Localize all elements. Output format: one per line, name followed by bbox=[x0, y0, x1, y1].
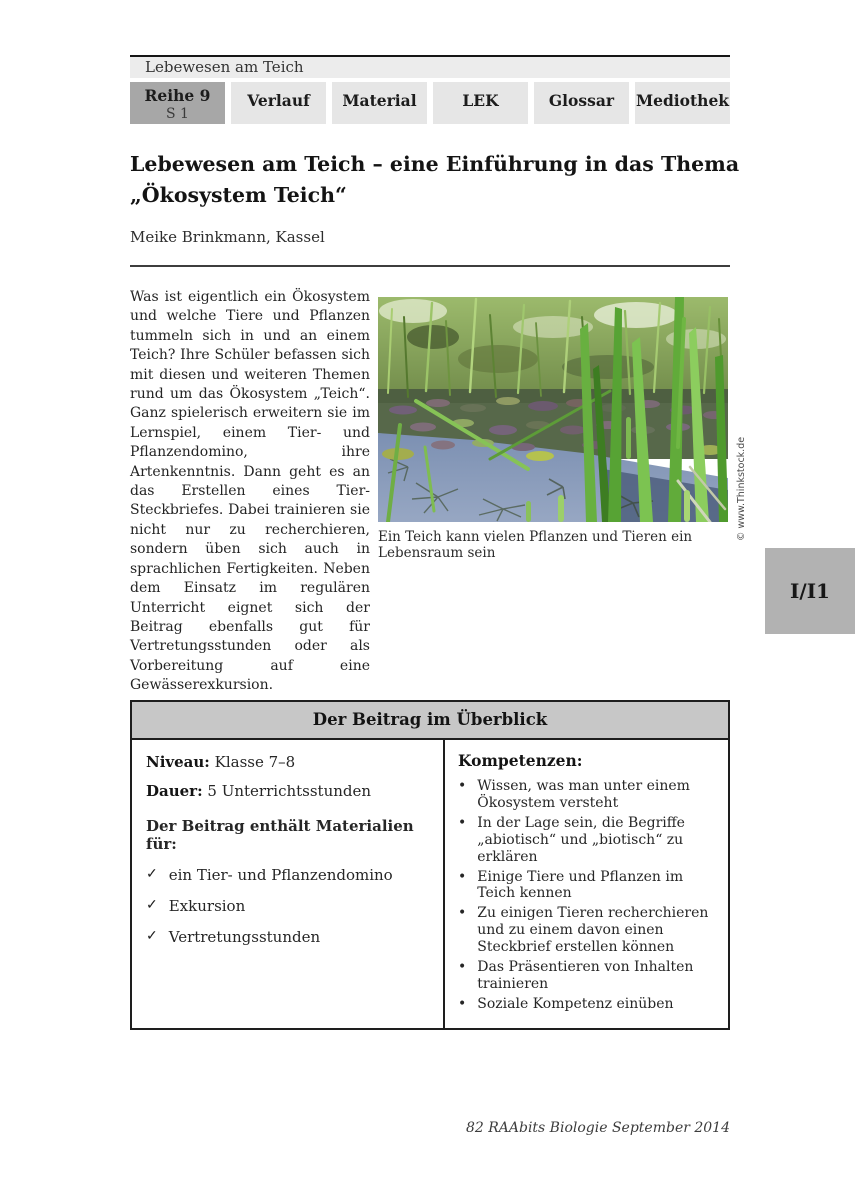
pond-photo bbox=[378, 297, 728, 522]
band-title: Lebewesen am Teich bbox=[145, 58, 304, 76]
material-item bbox=[146, 866, 427, 884]
kompetenz-item-label: Einige Tiere und Pflanzen im Teich kennen bbox=[477, 868, 684, 902]
kompetenz-item-label: Zu einigen Tieren recherchieren und zu einem davon einen Steckbrief erstellen können bbox=[477, 905, 709, 956]
pond-photo-illustration bbox=[378, 297, 728, 522]
checkmark-icon: ✓ bbox=[146, 897, 158, 913]
dauer-line bbox=[146, 782, 427, 800]
bullet-icon: • bbox=[458, 905, 467, 922]
niveau-label: Niveau: bbox=[146, 753, 210, 771]
kompetenz-item bbox=[458, 869, 720, 903]
title-divider bbox=[130, 265, 730, 267]
page-header-band bbox=[130, 55, 730, 78]
kompetenz-item bbox=[458, 778, 720, 812]
kompetenzen-heading: Kompetenzen: bbox=[458, 751, 583, 770]
bullet-icon: • bbox=[458, 778, 467, 794]
dauer-label: Dauer: bbox=[146, 782, 203, 800]
kompetenz-item bbox=[458, 959, 720, 993]
tab-sublabel: S 1 bbox=[166, 106, 189, 122]
tab-reihe-9[interactable] bbox=[130, 82, 225, 124]
overview-box-body bbox=[132, 740, 728, 1028]
tab-glossar[interactable] bbox=[534, 82, 629, 124]
dauer-value: 5 Unterrichtsstunden bbox=[207, 782, 372, 800]
kompetenz-item bbox=[458, 815, 720, 866]
kompetenz-item-label: Soziale Kompetenz einüben bbox=[477, 995, 674, 1012]
material-item bbox=[146, 928, 427, 946]
intro-paragraph: Was ist eigentlich ein Ökosystem und welche Tiere und Pflanzen tummeln sich in und an einem Teich? Ihre Schüler befassen sich mit diesen und weiteren Themen rund um das Ökosystem „Teich“. Ganz spielerisch erweitern sie im Lernspiel, einem Tier- und Pflanzendomino, ihre Artenkenntnis. Dann geht es an das Erstellen eines Tier-Steckbriefes. Dabei trainieren sie nicht nur zu recherchieren, sondern üben sich auch in sprachlichen Fertigkeiten. Neben dem Einsatz im regulären Unterricht eignet sich der Beitrag ebenfalls gut für Vertretungsstunden oder als Vorbereitung auf eine Gewässerexkursion. bbox=[130, 289, 370, 694]
tab-label: Verlauf bbox=[247, 91, 310, 110]
materials-heading: Der Beitrag enthält Materialien für: bbox=[146, 817, 414, 853]
tab-label: Reihe 9 bbox=[144, 86, 211, 105]
section-marker: I/I1 bbox=[765, 548, 855, 634]
material-item-label: ein Tier- und Pflanzendomino bbox=[168, 866, 393, 884]
kompetenz-item-label: Wissen, was man unter einem Ökosystem versteht bbox=[477, 778, 690, 811]
material-item-label: Exkursion bbox=[168, 897, 246, 915]
tab-label: Mediothek bbox=[635, 91, 730, 110]
bullet-icon: • bbox=[458, 995, 467, 1012]
checkmark-icon: ✓ bbox=[146, 928, 158, 944]
tab-label: Material bbox=[342, 91, 417, 110]
overview-box bbox=[130, 700, 730, 1030]
photo-credit: © www.Thinkstock.de bbox=[736, 436, 747, 541]
bullet-icon: • bbox=[458, 814, 467, 831]
material-item bbox=[146, 897, 427, 915]
tab-bar bbox=[130, 82, 730, 124]
kompetenz-item-label: Das Präsentieren von Inhalten trainieren bbox=[477, 959, 694, 992]
kompetenz-item bbox=[458, 996, 720, 1013]
bullet-icon: • bbox=[458, 868, 467, 885]
page-footer: 82 RAAbits Biologie September 2014 bbox=[465, 1120, 730, 1136]
photo-caption: Ein Teich kann vielen Pflanzen und Tieren ein Lebensraum sein bbox=[378, 529, 693, 561]
bullet-icon: • bbox=[458, 959, 467, 976]
kompetenz-item bbox=[458, 905, 720, 956]
tab-verlauf[interactable] bbox=[231, 82, 326, 124]
tab-label: Glossar bbox=[548, 91, 615, 110]
tab-mediothek[interactable] bbox=[635, 82, 730, 124]
kompetenz-item-label: In der Lage sein, die Begriffe „abiotisch“ und „biotisch“ zu erklären bbox=[477, 814, 685, 865]
tab-label: LEK bbox=[462, 91, 499, 110]
overview-left-column bbox=[132, 740, 445, 1028]
overview-box-title: Der Beitrag im Überblick bbox=[132, 702, 728, 740]
niveau-value: Klasse 7–8 bbox=[214, 753, 296, 771]
tab-lek[interactable] bbox=[433, 82, 528, 124]
author-line: Meike Brinkmann, Kassel bbox=[130, 228, 325, 246]
material-item-label: Vertretungsstunden bbox=[168, 928, 321, 946]
page-title: Lebewesen am Teich – eine Einführung in das Thema „Ökosystem Teich“ bbox=[130, 152, 740, 207]
kompetenzen-list bbox=[458, 778, 720, 1013]
overview-right-column bbox=[445, 740, 728, 1028]
niveau-line bbox=[146, 753, 427, 771]
tab-material[interactable] bbox=[332, 82, 427, 124]
checkmark-icon: ✓ bbox=[146, 866, 158, 882]
